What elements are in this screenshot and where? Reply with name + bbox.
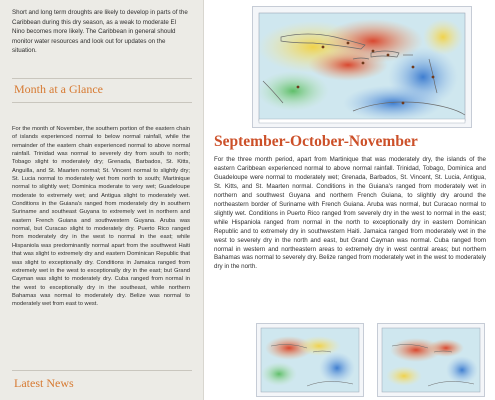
intro-paragraph: Short and long term droughts are likely to develop in parts of the Caribbean during this dry season, as a weak to moderate El Nino becomes more likely. The Caribbean in general should monitor water resources and look out for updates on the situation. — [12, 9, 188, 54]
precipitation-map-image — [256, 323, 364, 397]
caribbean-map-graphic — [253, 7, 471, 127]
son-heading: September-October-November — [214, 133, 418, 150]
divider — [12, 102, 192, 103]
son-summary-paragraph: For the three month period, apart from Martinique that was moderately dry, the islands of the eastern Caribbean experienced normal to above normal rainfall. Trinidad, Tobago, Dominica and Guadeloupe were normal to moderately wet; Grenada, Barbados, St. Vincent, St. Lucia, Antigua, St. Kitts, and St. Maarten normal. Conditions in the Guiana's ranged from moderately wet in northern and southwest Guyana and northern French Guiana, to slightly dry around the northeastern border of Suriname with French Guiana. Aruba was normal, but Curacao normal to slightly wet. Conditions in Puerto Rico ranged from severely dry in the west to normal in the east; while Hispaniola ranged from normal in the north to exceptionally dry in eastern Dominican Republic and to extremely dry in southwestern Haiti. Jamaica ranged from moderately wet in the west to severely dry in the north and east, but Grand Cayman was normal. Cuba ranged from normal in western and northeastern areas to extremely dry in west central areas; but northern Bahamas was normal to severely dry. Belize ranged from moderately wet in the west to moderately dry in the north. — [214, 156, 486, 271]
caribbean-map-graphic — [257, 324, 363, 396]
latest-news-heading: Latest News — [14, 376, 74, 390]
precipitation-map-image — [377, 323, 485, 397]
divider — [12, 370, 192, 371]
month-summary-paragraph: For the month of November, the southern portion of the eastern chain of islands experienced normal to below normal rainfall, while the remainder of the eastern chain experienced normal to above normal rainfall. Trinidad was normal to severely dry from south to north; Tobago slight to moderately dry; Grenada, Barbados, St. Kitts, Anguilla, and St. Maarten normal; St. Vincent normal to slightly dry; St. Lucia normal to moderately wet from north to south; Martinique normal to slightly wet; Dominica moderate to very wet; Guadeloupe moderate to extremely wet; and Antigua slight to moderately wet. Conditions in the Guiana's ranged from moderately dry in southern Suriname and southeast Guyana to extremely wet in northern and eastern French Guiana and southwestern Guyana. Aruba was normal, but Curacao slight to moderately dry. Puerto Rico ranged from moderately dry in the west to normal in the east; while Hispaniola was predominantly normal apart from the southwest Haiti that was slight to extremely dry and eastern Dominican Republic that was slight to exceptionally dry. Conditions in Jamaica ranged from extremely wet in the west to exceptionally dry in the east; but Grand Cayman was slight to moderately dry. Cuba ranged from normal in the west to exceptionally dry in the southeast, while northern Bahamas was normal to moderately dry. Belize was normal to moderately wet from east to west. — [12, 126, 190, 308]
caribbean-map-graphic — [378, 324, 484, 396]
divider — [12, 78, 192, 79]
month-at-a-glance-heading: Month at a Glance — [14, 82, 103, 96]
left-sidebar — [0, 0, 204, 400]
precipitation-map-image — [252, 6, 472, 128]
